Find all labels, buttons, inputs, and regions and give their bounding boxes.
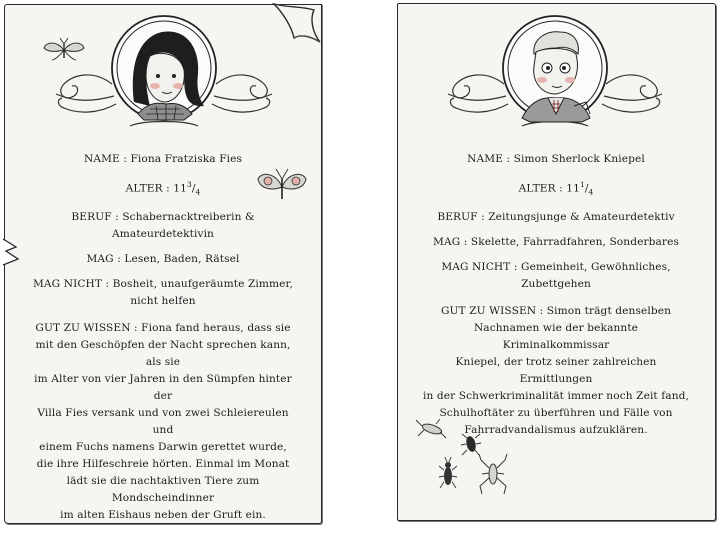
portrait-simon	[426, 10, 684, 134]
dislikes-value-line1: Gemeinheit, Gewöhnliches,	[521, 260, 671, 273]
dislikes-value-line2: nicht helfen	[130, 294, 196, 307]
dislikes-row	[421, 259, 691, 293]
age-row: ALTER : $11^1/_4$	[518, 180, 594, 197]
beetle-icon	[414, 418, 448, 440]
name-value: Simon Sherlock Kniepel	[513, 153, 645, 165]
facts-line: Villa Fies versank und von zwei Schleiereulen und	[37, 406, 289, 436]
facts-line: mit den Geschöpfen der Nacht sprechen kann, als sie	[35, 338, 291, 368]
separator: :	[503, 153, 514, 165]
facts-line: einem Fuchs namens Darwin gerettet wurde,	[39, 440, 287, 453]
separator: :	[113, 252, 125, 265]
facts-line: die ihre Hilfeschreie hörten. Einmal im Monat	[36, 457, 290, 470]
separator: :	[130, 321, 142, 334]
dislikes-label: MAG NICHT	[32, 277, 103, 290]
separator: :	[536, 304, 547, 317]
age-denominator: 4	[588, 187, 594, 197]
dislikes-row	[30, 276, 296, 310]
facts-line: im alten Eishaus neben der Gruft ein.	[60, 508, 266, 521]
separator: :	[510, 260, 522, 273]
age-label: ALTER	[518, 182, 556, 195]
job-row	[30, 209, 296, 243]
page-edge-tear	[2, 237, 24, 267]
likes-value: Lesen, Baden, Rätsel	[124, 252, 240, 265]
separator: :	[477, 210, 489, 223]
separator: :	[119, 153, 131, 165]
moth-icon	[42, 36, 86, 64]
name-label: NAME	[467, 153, 504, 165]
dislikes-value-line1: Bosheit, unaufgeräumte Zimmer,	[112, 277, 294, 290]
dislikes-label: MAG NICHT	[441, 260, 511, 273]
separator: :	[162, 182, 174, 195]
likes-label: MAG	[86, 252, 114, 265]
facts-line: lädt sie die nachtaktiven Tiere zum Mondscheindinner	[66, 474, 260, 504]
job-label: BERUF	[71, 210, 112, 223]
profile-text-fiona	[30, 151, 296, 534]
age-numerator: 3	[186, 180, 192, 189]
name-label: NAME	[83, 153, 120, 165]
job-value: Zeitungsjunge & Amateurdetektiv	[488, 210, 675, 223]
job-value: Schabernacktreiberin & Amateurdetektivin	[112, 210, 255, 240]
likes-row	[421, 234, 691, 251]
portrait-fiona	[34, 10, 294, 134]
likes-value: Skelette, Fahrradfahren, Sonderbares	[470, 235, 679, 248]
cricket-icon	[478, 452, 508, 496]
beetle-icon	[438, 456, 458, 492]
facts-line: Kniepel, der trotz seiner zahlreichen Ermittlungen	[455, 355, 657, 385]
job-row	[421, 209, 691, 226]
facts-line: Fahrradvandalismus aufzuklären.	[464, 423, 648, 436]
facts-line: Fiona fand heraus, dass sie	[141, 321, 291, 334]
facts-line: im Alter von vier Jahren in den Sümpfen hinter der	[34, 372, 292, 402]
dislikes-value-line2: Zubettgehen	[521, 277, 591, 290]
age-label: ALTER	[125, 182, 163, 195]
facts-line: Schulhoftäter zu überführen und Fälle von	[439, 406, 673, 419]
facts-line: in der Schwerkriminalität immer noch Zeit fand,	[423, 389, 689, 402]
likes-label: MAG	[433, 235, 461, 248]
facts-row	[30, 320, 296, 524]
name-row	[421, 151, 691, 168]
age-denominator: 4	[195, 187, 201, 197]
age-whole: 11	[566, 182, 580, 195]
likes-row	[30, 251, 296, 268]
job-label: BERUF	[437, 210, 478, 223]
facts-label: GUT ZU WISSEN	[35, 321, 131, 334]
facts-row	[421, 303, 691, 439]
separator: :	[102, 277, 113, 290]
separator: :	[460, 235, 471, 248]
separator: :	[555, 182, 567, 195]
age-row: ALTER : $11^3/_4$	[125, 180, 201, 197]
age-whole: 11	[173, 182, 187, 195]
name-value: Fiona Fratziska Fies	[130, 153, 243, 165]
facts-line: Nachnamen wie der bekannte Kriminalkommissar	[473, 321, 639, 351]
separator: :	[111, 210, 123, 223]
name-row	[30, 151, 296, 168]
profile-text-simon	[421, 151, 691, 449]
facts-label: GUT ZU WISSEN	[440, 304, 537, 317]
age-numerator: 1	[579, 180, 585, 189]
facts-line: Simon trägt denselben	[546, 304, 672, 317]
